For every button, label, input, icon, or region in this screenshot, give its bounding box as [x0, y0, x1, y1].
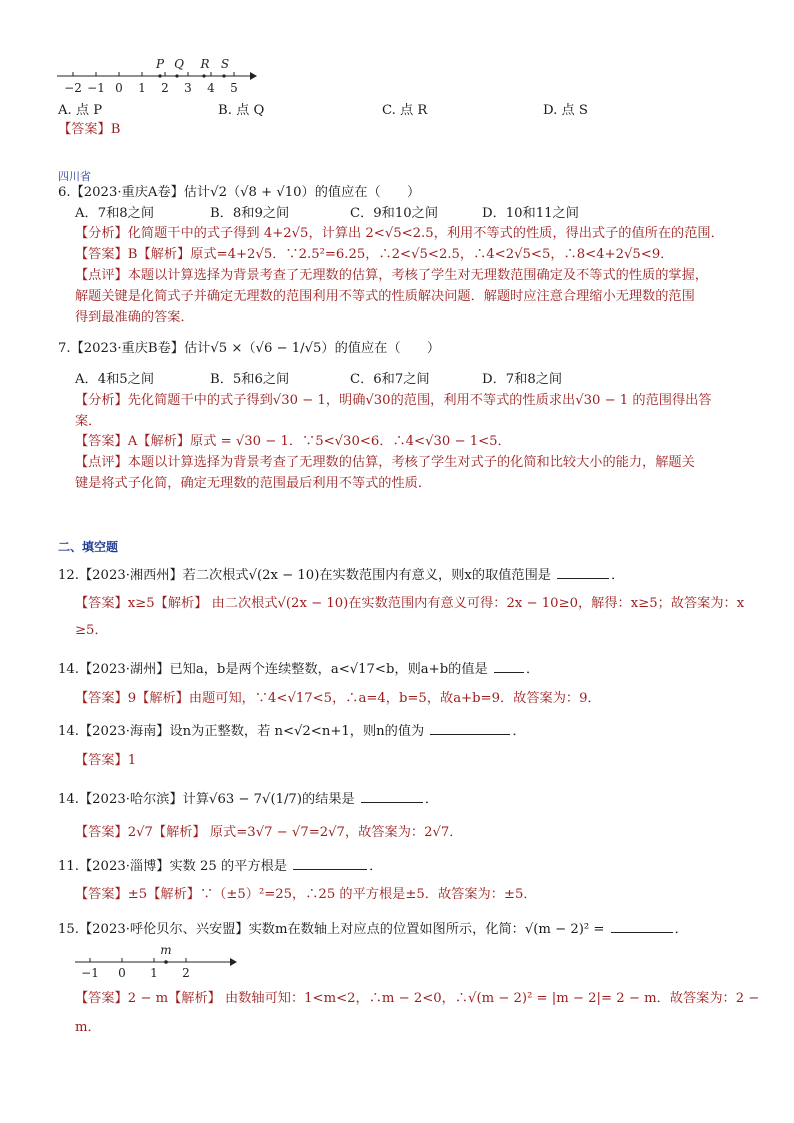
q14c-answer: 【答案】2√7【解析】 原式=3√7 − √7=2√7，故答案为：2√7．	[75, 825, 463, 840]
q14b-answer: 【答案】1	[75, 753, 137, 768]
q6-comment-line3: 得到最准确的答案．	[75, 310, 194, 325]
q6-comment-line1: 【点评】本题以计算选择为背景考查了无理数的估算，考核了学生对无理数范围确定及不等式的性质的掌握，	[75, 268, 708, 283]
tick-label: −1	[81, 966, 99, 980]
q7-answer: 【答案】A【解析】原式 = √30 − 1．∵5<√30<6．∴4<√30 − 1<5．	[75, 434, 511, 449]
province-heading: 四川省	[58, 170, 91, 183]
q11-answer: 【答案】±5【解析】∵（±5）²=25，∴25 的平方根是±5．故答案为：±5．	[75, 887, 537, 902]
answer-blank	[361, 789, 423, 803]
tick-label: −1	[87, 81, 105, 95]
q15-stem: 15.【2023·呼伦贝尔、兴安盟】实数m在数轴上对应点的位置如图所示，化简：√(m − 2)² = ．	[58, 919, 794, 938]
number-line-m	[72, 942, 242, 980]
tick-label: 5	[230, 81, 238, 95]
point-label-s: S	[220, 57, 230, 71]
tick-label: 4	[207, 81, 215, 95]
q12-answer-line2: ≥5．	[75, 623, 108, 638]
q6-analysis: 【分析】化简题干中的式子得到 4+2√5，计算出 2<√5<2.5，利用不等式的性质，得出式子的值所在的范围．	[75, 226, 724, 241]
q15-stem-text: 15.【2023·呼伦贝尔、兴安盟】实数m在数轴上对应点的位置如图所示，化简：√(m − 2)² =	[58, 922, 605, 937]
q6-comment-line2: 解题关键是化简式子并确定无理数的范围利用不等式的性质解决问题．解题时应注意合理缩小无理数的范围	[75, 289, 695, 304]
q15-answer-line2: m．	[75, 1020, 101, 1035]
q5-answer: 【答案】B	[58, 122, 121, 137]
answer-blank	[494, 659, 524, 673]
point-label-m: m	[160, 943, 172, 957]
answer-blank	[430, 721, 510, 735]
q7-comment-line2: 键是将式子化简，确定无理数的范围最后利用不等式的性质．	[75, 476, 432, 491]
tick-label: 1	[138, 81, 146, 95]
q7-analysis-line2: 案．	[75, 414, 102, 429]
option-c: C. 点 R	[382, 103, 428, 118]
point-label-q: Q	[174, 57, 184, 71]
q14a-stem-text: 14.【2023·湖州】已知a，b是两个连续整数，a<√17<b，则a+b的值是	[58, 662, 488, 677]
answer-blank	[557, 565, 609, 579]
option-c: C．9和10之间	[350, 206, 439, 221]
q14c-stem-text: 14.【2023·哈尔滨】计算√63 − 7√(1/7)的结果是	[58, 792, 355, 807]
q14b-stem: 14.【2023·海南】设n为正整数，若 n<√2<n+1，则n的值为 ．	[58, 721, 794, 740]
tick-label: 0	[118, 966, 126, 980]
q12-answer-line1: 【答案】x≥5【解析】 由二次根式√(2x − 10)在实数范围内有意义可得：2x − 10≥0，解得：x≥5；故答案为：x	[75, 596, 745, 611]
section-heading: 二、填空题	[58, 540, 119, 554]
tick-label: 1	[150, 966, 158, 980]
tick-label: 3	[184, 81, 192, 95]
option-a: A. 点 P	[58, 103, 103, 118]
q7-analysis-line1: 【分析】先化简题干中的式子得到√30 − 1，明确√30的范围，利用不等式的性质求出√30 − 1 的范围得出答	[75, 393, 712, 408]
q12-stem-text: 12.【2023·湘西州】若二次根式√(2x − 10)在实数范围内有意义，则x的取值范围是	[58, 568, 551, 583]
q14a-answer: 【答案】9【解析】由题可知，∵4<√17<5，∴a=4，b=5，故a+b=9．故答案为：9．	[75, 691, 601, 706]
q6-answer: 【答案】B【解析】原式=4+2√5．∵2.5²=6.25，∴2<√5<2.5，∴4<2√5<5，∴8<4+2√5<9．	[75, 247, 674, 262]
option-d: D．7和8之间	[482, 372, 563, 387]
q14b-stem-text: 14.【2023·海南】设n为正整数，若 n<√2<n+1，则n的值为	[58, 724, 425, 739]
tick-label: 2	[182, 966, 190, 980]
option-b: B. 点 Q	[218, 103, 265, 118]
point-label-p: P	[155, 57, 165, 71]
q6-stem: 6.【2023·重庆A卷】估计√2（√8 + √10）的值应在（ ）	[58, 185, 421, 200]
tick-label: 2	[161, 81, 169, 95]
q11-stem: 11.【2023·淄博】实数 25 的平方根是 ．	[58, 856, 794, 875]
answer-blank	[611, 919, 673, 933]
q12-stem: 12.【2023·湘西州】若二次根式√(2x − 10)在实数范围内有意义，则x的取值范围是 ．	[58, 565, 794, 584]
q7-stem: 7.【2023·重庆B卷】估计√5 ×（√6 − 1/√5）的值应在（ ）	[58, 341, 441, 356]
option-d: D. 点 S	[543, 103, 588, 118]
point-label-r: R	[200, 57, 210, 71]
q11-stem-text: 11.【2023·淄博】实数 25 的平方根是	[58, 859, 287, 874]
q15-answer-line1: 【答案】2 − m【解析】 由数轴可知：1<m<2，∴m − 2<0，∴√(m − 2)² = |m − 2|= 2 − m．故答案为：2 −	[75, 991, 760, 1006]
q14a-stem: 14.【2023·湖州】已知a，b是两个连续整数，a<√17<b，则a+b的值是 ．	[58, 659, 794, 678]
q7-comment-line1: 【点评】本题以计算选择为背景考查了无理数的估算，考核了学生对式子的化简和比较大小的能力，解题关	[75, 455, 695, 470]
option-d: D．10和11之间	[482, 206, 579, 221]
tick-label: 0	[115, 81, 123, 95]
answer-blank	[293, 856, 367, 870]
option-c: C．6和7之间	[350, 372, 430, 387]
option-a: A．4和5之间	[75, 372, 155, 387]
tick-label: −2	[64, 81, 82, 95]
option-b: B．8和9之间	[210, 206, 290, 221]
option-a: A．7和8之间	[75, 206, 155, 221]
q14c-stem: 14.【2023·哈尔滨】计算√63 − 7√(1/7)的结果是 ．	[58, 789, 794, 808]
option-b: B．5和6之间	[210, 372, 290, 387]
number-line-pqrs	[52, 56, 262, 96]
